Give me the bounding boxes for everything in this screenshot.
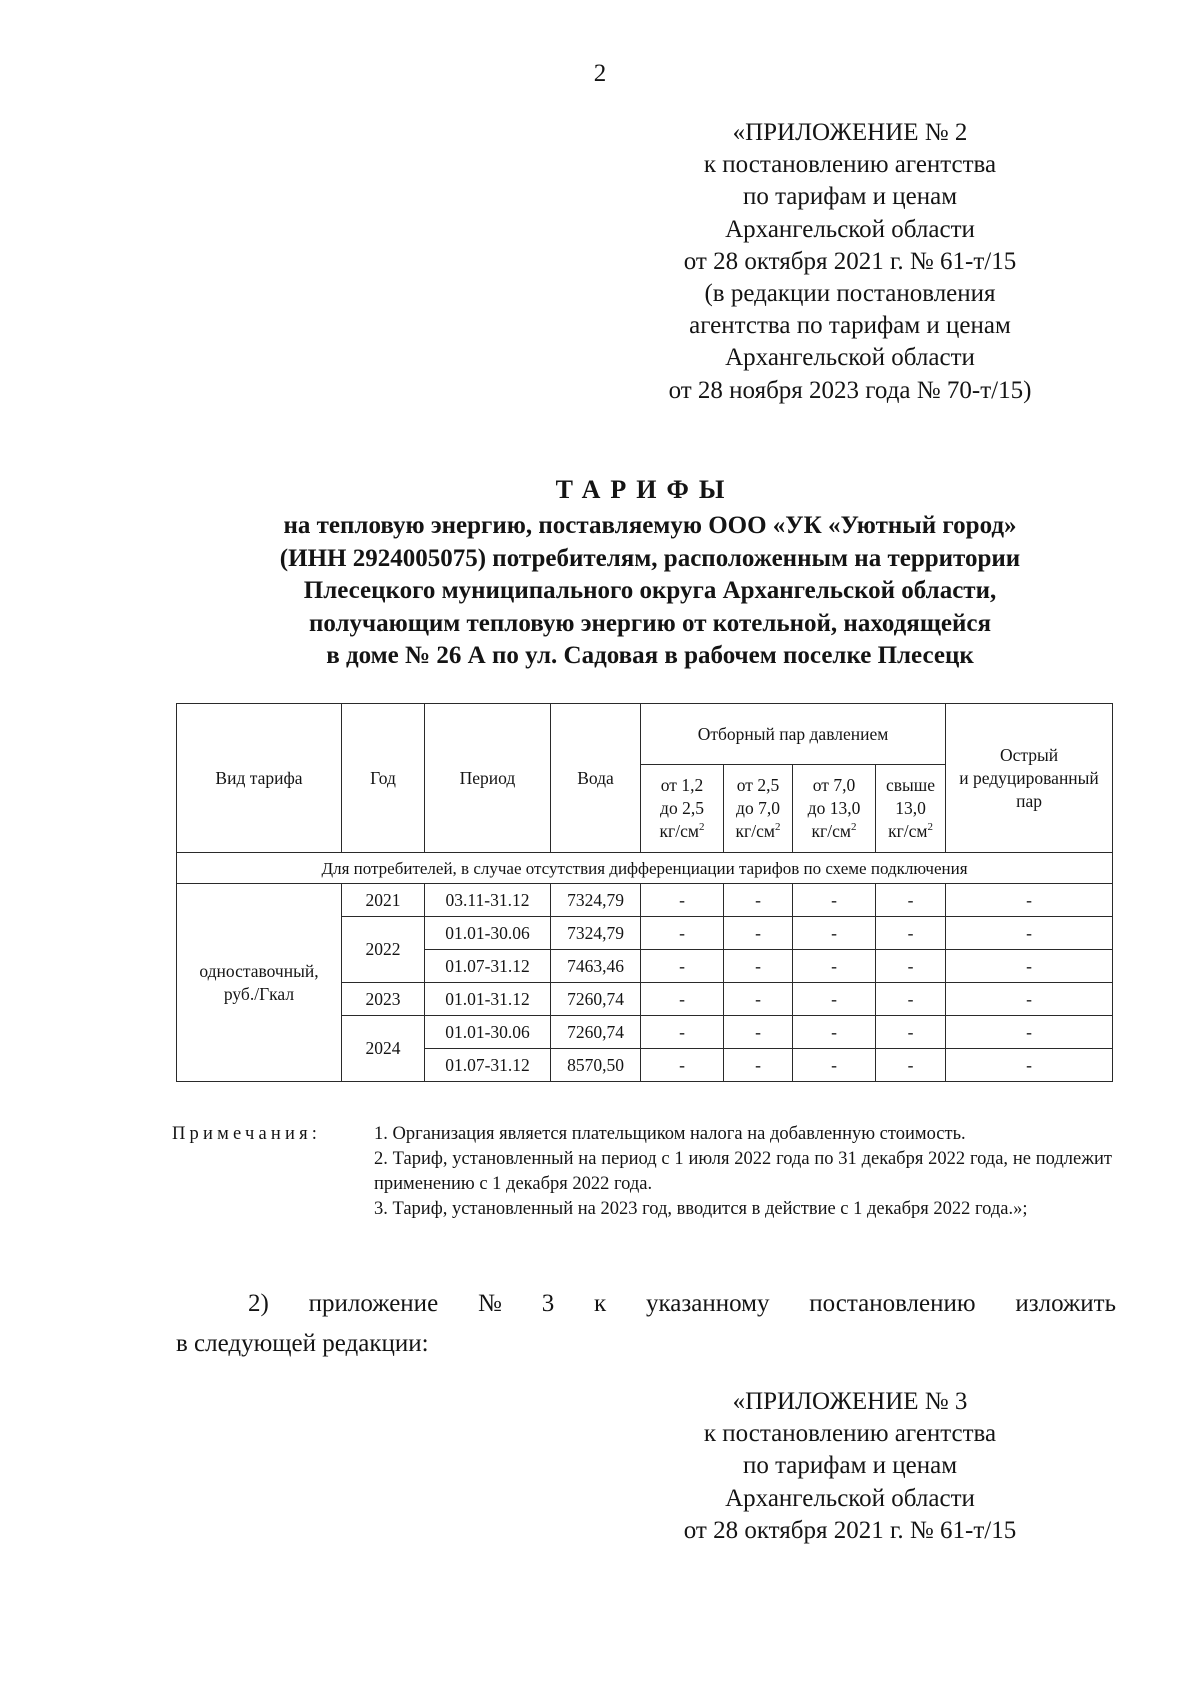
unit-superscript: 2 [850,821,857,834]
year-cell: 2024 [342,1016,425,1082]
amendment-word: изложить [1015,1290,1116,1317]
amendment-line-1 [176,1284,1116,1324]
header-sharp-steam-line: и редуцированный [959,767,1099,788]
appendix-2-line: от 28 октября 2021 г. № 61-т/15 [683,247,1017,275]
header-steam-4-line: 13,0 [895,798,926,818]
header-sharp-steam-line: пар [1016,790,1042,811]
appendix-2-line: от 28 ноября 2023 года № 70-т/15) [668,376,1032,404]
sharp-steam-cell: - [946,1049,1113,1082]
appendix-2-line: агентства по тарифам и ценам [689,312,1011,340]
header-steam-2-line: до 7,0 [736,798,780,818]
steam-4-cell: - [876,884,946,917]
steam-1-cell: - [641,950,724,983]
water-cell: 7324,79 [551,884,641,917]
header-steam-1 [641,765,724,853]
appendix-3-line: по тарифам и ценам [742,1452,958,1480]
period-cell: 01.07-31.12 [425,950,551,983]
header-steam-4 [876,765,946,853]
unit-text: кг/см [811,821,851,841]
header-year: Год [342,704,425,853]
steam-3-cell: - [793,884,876,917]
steam-2-cell: - [724,1049,793,1082]
amendment-word: указанному [646,1290,770,1317]
header-steam-2-line: от 2,5 [736,775,780,795]
steam-2-cell: - [724,917,793,950]
unit-superscript: 2 [698,821,705,834]
unit-text: кг/см [735,821,775,841]
header-steam-3 [793,765,876,853]
header-sharp-steam-line: Острый [999,744,1059,765]
appendix-2-header [620,117,1080,407]
note-item: 2. Тариф, установленный на период с 1 июля 2022 года по 31 декабря 2022 года, не подлежит применению с 1 декабря 2022 года. [374,1149,1112,1194]
amendment-word: 2) [248,1290,269,1317]
header-steam-1-unit [643,820,721,843]
year-cell: 2023 [342,983,425,1016]
unit-superscript: 2 [774,821,781,834]
note-item: 3. Тариф, установленный на 2023 год, вводится в действие с 1 декабря 2022 года.»; [374,1199,1028,1219]
header-steam-group: Отборный пар давлением [641,704,946,765]
amendment-word: постановлению [809,1290,976,1317]
header-water: Вода [551,704,641,853]
water-cell: 7324,79 [551,917,641,950]
sharp-steam-cell: - [946,950,1113,983]
sharp-steam-cell: - [946,1016,1113,1049]
steam-4-cell: - [876,983,946,1016]
sharp-steam-cell: - [946,917,1113,950]
header-steam-3-line: до 13,0 [807,798,861,818]
header-steam-4-line: свыше [886,775,936,795]
appendix-2-line: Архангельской области [725,215,975,243]
header-steam-1-line: до 2,5 [660,798,704,818]
tariff-type-line: руб./Гкал [223,983,295,1004]
amendment-word: № [478,1290,502,1317]
period-cell: 01.01-30.06 [425,917,551,950]
steam-3-cell: - [793,917,876,950]
header-period: Период [425,704,551,853]
header-steam-3-unit [795,820,873,843]
header-steam-1-line: от 1,2 [660,775,704,795]
subtitle-line: (ИНН 2924005075) потребителям, расположенным на территории [279,544,1021,572]
header-tariff-type: Вид тарифа [177,704,342,853]
note-item: 1. Организация является плательщиком налога на добавленную стоимость. [374,1124,966,1144]
amendment-word: к [594,1290,607,1317]
steam-1-cell: - [641,884,724,917]
appendix-3-line: к постановлению агентства [703,1420,997,1448]
appendix-2-line: по тарифам и ценам [742,183,958,211]
amendment-paragraph [176,1284,1116,1364]
tariff-type-cell [177,884,342,1082]
header-sharp-steam [946,704,1113,853]
appendix-3-line: Архангельской области [725,1484,975,1512]
steam-3-cell: - [793,983,876,1016]
subtitle-line: в доме № 26 А по ул. Садовая в рабочем поселке Плесецк [326,642,974,669]
document-title: ТАРИФЫ [555,475,735,504]
steam-1-cell: - [641,983,724,1016]
header-steam-2-unit [726,820,790,843]
steam-1-cell: - [641,1049,724,1082]
steam-4-cell: - [876,1016,946,1049]
year-cell: 2021 [342,884,425,917]
notes-label: Примечания: [172,1124,322,1144]
subtitle-line: Плесецкого муниципального округа Архангельской области, [303,577,997,604]
period-cell: 01.07-31.12 [425,1049,551,1082]
appendix-2-line: (в редакции постановления [704,280,996,308]
document-subtitle [150,510,1150,673]
appendix-3-line: «ПРИЛОЖЕНИЕ № 3 [732,1388,968,1415]
notes-list [374,1122,1112,1222]
year-cell: 2022 [342,917,425,983]
steam-4-cell: - [876,1049,946,1082]
unit-text: кг/см [659,821,699,841]
tariff-table [176,703,1113,1082]
sharp-steam-cell: - [946,884,1113,917]
water-cell: 8570,50 [551,1049,641,1082]
unit-superscript: 2 [927,821,933,834]
subtitle-line: получающим тепловую энергию от котельной, находящейся [308,609,992,637]
steam-4-cell: - [876,917,946,950]
water-cell: 7463,46 [551,950,641,983]
steam-3-cell: - [793,1049,876,1082]
tariff-type-line: одноставочный, [199,960,319,981]
appendix-3-line: от 28 октября 2021 г. № 61-т/15 [683,1516,1017,1544]
period-cell: 01.01-30.06 [425,1016,551,1049]
water-cell: 7260,74 [551,983,641,1016]
appendix-3-header [620,1386,1080,1547]
steam-2-cell: - [724,983,793,1016]
steam-2-cell: - [724,1016,793,1049]
amendment-word: 3 [541,1290,555,1317]
period-cell: 01.01-31.12 [425,983,551,1016]
sharp-steam-cell: - [946,983,1113,1016]
steam-2-cell: - [724,950,793,983]
steam-3-cell: - [793,950,876,983]
period-cell: 03.11-31.12 [425,884,551,917]
header-steam-2 [724,765,793,853]
header-steam-4-unit [878,820,943,843]
table-row [177,884,1113,917]
amendment-word: приложение [308,1290,439,1317]
steam-4-cell: - [876,950,946,983]
unit-text: кг/см [888,821,928,841]
steam-2-cell: - [724,884,793,917]
appendix-2-line: «ПРИЛОЖЕНИЕ № 2 [732,119,968,146]
steam-3-cell: - [793,1016,876,1049]
steam-1-cell: - [641,1016,724,1049]
table-note-row: Для потребителей, в случае отсутствия дифференциации тарифов по схеме подключения [177,853,1113,884]
steam-1-cell: - [641,917,724,950]
water-cell: 7260,74 [551,1016,641,1049]
page-number: 2 [593,60,607,87]
amendment-line-2: в следующей редакции: [176,1330,429,1357]
appendix-2-line: к постановлению агентства [703,151,997,179]
header-steam-3-line: от 7,0 [812,775,856,795]
appendix-2-line: Архангельской области [725,344,975,372]
subtitle-line: на тепловую энергию, поставляемую ООО «УК «Уютный город» [283,512,1017,539]
